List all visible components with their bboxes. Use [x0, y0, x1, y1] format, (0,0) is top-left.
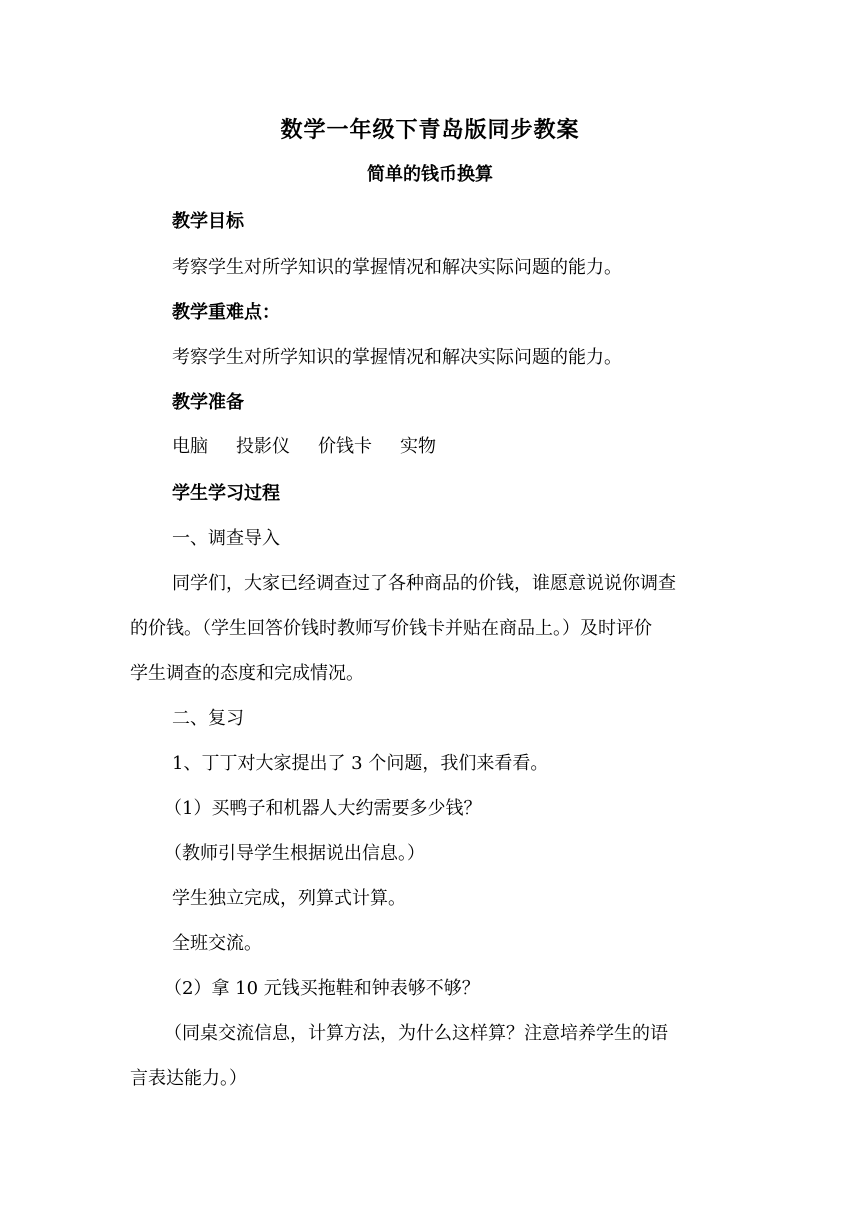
key-points-text: 考察学生对所学知识的掌握情况和解决实际问题的能力。	[172, 347, 622, 368]
document-title: 数学一年级下青岛版同步教案	[280, 118, 580, 143]
section-heading-preparation: 教学准备	[172, 392, 244, 413]
document-subtitle: 简单的钱币换算	[367, 164, 493, 185]
paragraph-intro-heading: 一、调查导入	[172, 528, 280, 549]
paragraph-line: 言表达能力。）	[130, 1068, 247, 1089]
paragraph-question-1: （1）买鸭子和机器人大约需要多少钱？	[164, 798, 482, 819]
paragraph-line: （教师引导学生根据说出信息。）	[164, 843, 425, 864]
preparation-items	[172, 432, 464, 458]
goal-text: 考察学生对所学知识的掌握情况和解决实际问题的能力。	[172, 257, 622, 278]
paragraph-line: 学生调查的态度和完成情况。	[130, 663, 364, 684]
prep-item: 电脑	[172, 436, 208, 457]
prep-item: 投影仪	[236, 436, 290, 457]
paragraph-line: 的价钱。（学生回答价钱时教师写价钱卡并贴在商品上。）及时评价	[130, 618, 652, 639]
paragraph-line: 学生独立完成，列算式计算。	[172, 888, 406, 909]
section-heading-process: 学生学习过程	[172, 483, 280, 504]
paragraph-line: 1、丁丁对大家提出了 3 个问题，我们来看看。	[172, 753, 549, 774]
paragraph-question-2: （2）拿 10 元钱买拖鞋和钟表够不够？	[164, 978, 480, 999]
paragraph-review-heading: 二、复习	[172, 708, 244, 729]
section-heading-key-points: 教学重难点：	[172, 302, 280, 323]
section-heading-goal: 教学目标	[172, 211, 244, 232]
prep-item: 实物	[400, 436, 436, 457]
paragraph-line: （同桌交流信息，计算方法，为什么这样算？注意培养学生的语	[164, 1023, 668, 1044]
paragraph-line: 全班交流。	[172, 933, 262, 954]
paragraph-line: 同学们，大家已经调查过了各种商品的价钱，谁愿意说说你调查	[172, 573, 676, 594]
prep-item: 价钱卡	[318, 436, 372, 457]
